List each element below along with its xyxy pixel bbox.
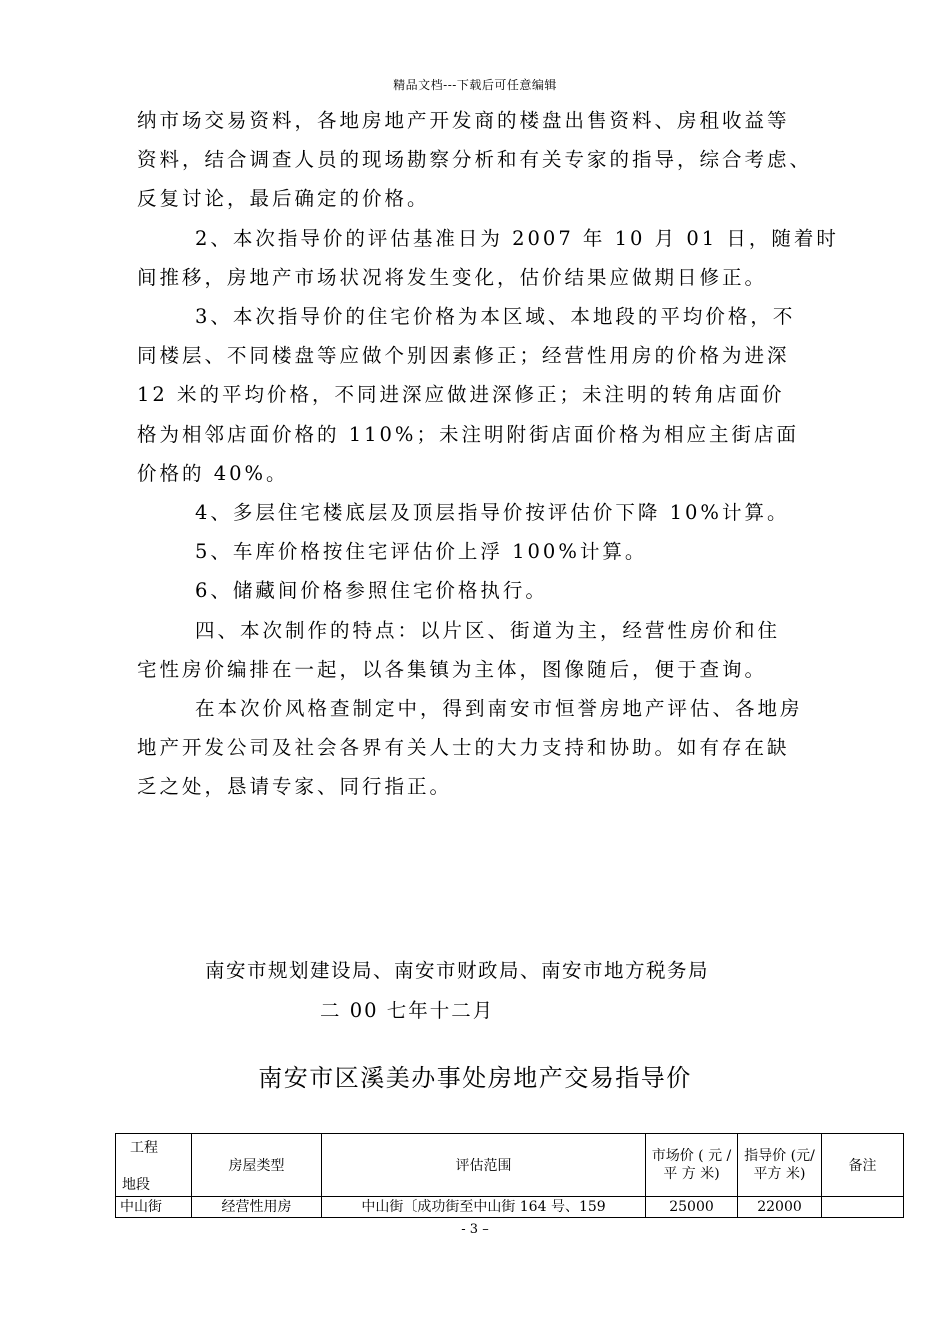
cell-section: 中山街 [116,1197,192,1218]
para-5-line-1: 5、车库价格按住宅评估价上浮 100%计算。 [195,540,648,564]
para-3-line-4: 格为相邻店面价格的 110%；未注明附街店面价格为相应主街店面 [137,422,799,446]
header-section-top: 工程 [130,1140,158,1156]
table-header-row [116,1134,904,1197]
header-section-bottom: 地段 [122,1177,150,1193]
header-guide-price: 指导价 (元/平方 米) [738,1134,822,1197]
para-1-line-3: 反复讨论，最后确定的价格。 [137,187,430,211]
table-row [116,1197,904,1218]
cell-market-price: 25000 [646,1197,738,1218]
para-1-line-2: 资料，结合调查人员的现场勘察分析和有关专家的指导，综合考虑、 [137,148,813,172]
page-number: - 3 – [461,1222,489,1237]
header-type: 房屋类型 [192,1134,322,1197]
para-3-line-3: 12 米的平均价格，不同进深应做进深修正；未注明的转角店面价 [137,383,785,407]
signature-org: 南安市规划建设局、南安市财政局、南安市地方税务局 [205,959,710,982]
para-3-line-5: 价格的 40%。 [137,461,289,485]
header-range: 评估范围 [322,1134,646,1197]
para-2-line-2: 间推移，房地产市场状况将发生变化，估价结果应做期日修正。 [137,265,768,289]
para-1-line-1: 纳市场交易资料，各地房地产开发商的楼盘出售资料、房租收益等 [137,109,790,132]
para-6-line-1: 6、储藏间价格参照住宅价格执行。 [195,579,548,603]
para-2-line-1: 2、本次指导价的评估基准日为 2007 年 10 月 01 日，随着时 [195,226,839,250]
cell-range: 中山街〔成功街至中山街 164 号、159 [322,1197,646,1218]
price-guide-table [115,1133,904,1218]
header-section [116,1134,192,1197]
body-text [137,101,877,807]
para-8-line-3: 乏之处，恳请专家、同行指正。 [137,775,453,799]
para-3-line-2: 同楼层、不同楼盘等应做个别因素修正；经营性用房的价格为进深 [137,344,790,368]
para-8-line-1: 在本次价风格查制定中，得到南安市恒誉房地产评估、各地房 [195,697,803,721]
para-7-line-2: 宅性房价编排在一起，以各集镇为主体，图像随后，便于查询。 [137,657,768,681]
signature-date: 二 00 七年十二月 [320,999,495,1022]
para-7-line-1: 四、本次制作的特点：以片区、街道为主，经营性房价和住 [195,618,781,642]
cell-note [822,1197,904,1218]
header-market-price: 市场价 ( 元 / 平 方 米) [646,1134,738,1197]
header-note: 备注 [822,1134,904,1197]
table-title: 南安市区溪美办事处房地产交易指导价 [258,1064,692,1092]
cell-guide-price: 22000 [738,1197,822,1218]
para-3-line-1: 3、本次指导价的住宅价格为本区域、本地段的平均价格，不 [195,305,796,329]
cell-type: 经营性用房 [192,1197,322,1218]
para-4-line-1: 4、多层住宅楼底层及顶层指导价按评估价下降 10%计算。 [195,501,790,525]
page-header: 精品文档---下载后可任意编辑 [393,78,557,92]
para-8-line-2: 地产开发公司及社会各界有关人士的大力支持和协助。如有存在缺 [137,736,790,760]
